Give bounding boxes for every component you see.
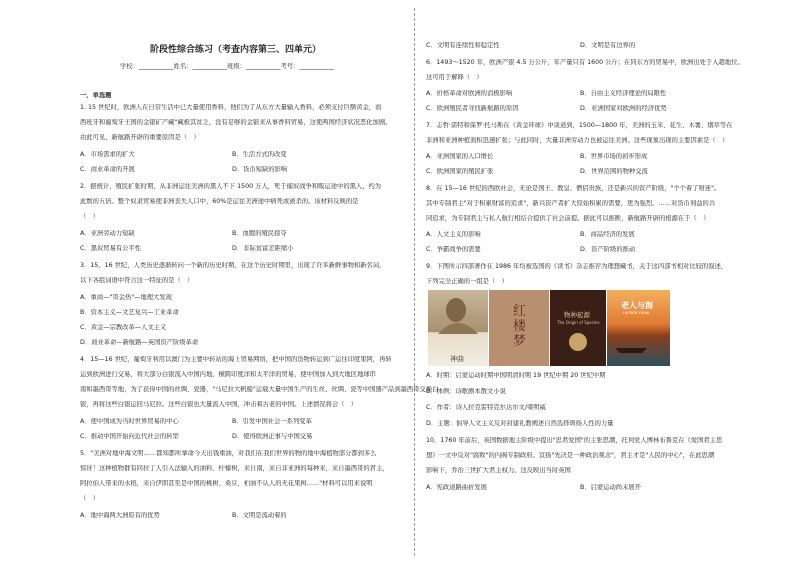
option: D．商业革命—新航路—英国资产阶级革命 [80,339,199,346]
question-2-line: （ ） [80,213,99,220]
book-title: 老人与海 [621,301,653,310]
question-10-line: 10．1760 年前后，英国数据地主阶级中提出"忠君爱国"的主张思潮，托利党人博林布鲁克在《爱国君主思 [426,437,723,444]
book-cover-dream-red-chamber [489,290,549,366]
book-covers [428,290,670,366]
question-6-line: 这可用于解释（ ） [426,74,483,81]
option: B．文明是流动着的 [232,512,287,519]
book-cover-old-man-and-sea [607,290,670,366]
option: C．黑奴贸易有公平性 [80,245,142,252]
option: C．商业革命的开展 [80,166,135,173]
option: D．世界范围的物种交流 [580,168,648,175]
question-7-line: 非洲和亚洲种植面积迅速扩张；与此同时，大量非洲劳动力也被运往美洲。这些现象出现的主要因素是（ ） [426,137,729,144]
question-8-line: 8．在 15—16 世纪的西欧社会，无论是国王、教皇、僧侣贵族，还是新兴的资产阶级，"个个着了财迷"。 [426,185,721,192]
option: A．亚洲劳动力短缺 [80,230,135,237]
option: A．亚洲国家的人口增长 [426,153,494,160]
question-1-line: 西班牙和葡萄牙王国的金银矿产藏"藏极其贫乏，没有足够的金银来从事香料贸易，这使两国经济状况恶化加剧。 [80,119,392,126]
option: D．货币短缺的影响 [232,166,288,173]
option: A．时期：启蒙运动时期中国明清时期 19 世纪中期 20 世纪中期 [426,372,606,379]
question-4-line: 4．15—16 世纪，葡萄牙利用以澳门为主要中转站的海上贸易网络，把中国的货物转运到广运往印度果阿，再转 [80,356,392,363]
question-9-line: 9．下图所示四部著作在 1986 年均被选国的《读书》杂志推荐为理想藏书，关于这四部书相对比较的叙述， [426,263,728,270]
question-7-line: 7．志哲·诺特和保罗·托马斯在《黄金环球》中谈道到，1500—1800 年，美洲的玉米、花生、木薯、烟草等在 [426,122,733,129]
question-10-line: 影响下，乔治三世扩大君主权力。这反映出当时英国 [426,467,571,474]
question-2-line: 2．据统计，殖民扩张时期，从非洲运往美洲的黑人不下 1500 万人，死于捕奴战争和贩运途中的黑人，约为 [80,183,382,190]
question-4-line: 银，再将这些白银运回马尼拉。这些白银也大量流入中国，冲击着古老的中国。上述情况将会（ ） [80,401,358,408]
option: C．推动中国开始向近代社会的转型 [80,433,179,440]
option: C．争霸战争的需要 [426,246,481,253]
option: C．作者：诗人拉克雷特克尔达尔文/梁明威 [426,404,546,411]
question-10-line: 想》一文中反对"腐败"的内阁专制政府。宣扬"先决是一种政治观念"，君主才是"人民的中心"，在此思潮 [426,452,715,459]
question-4-line: 运到欧洲进行交易，将大部分白银流入中国内地，横跨印度洋和太平洋的贸易，使中国加入到大地区地球串 [80,371,376,378]
option: D．主题：倡导人文主义反对封建礼教阐述自然选择颂扬人性的力量 [426,420,614,427]
option: A．地中海两大洲原有的优势 [80,512,160,519]
page-title: 阶段性综合练习（考查内容第三、四单元） [150,45,322,55]
question-8-line: 其中专制君主"对于积累财富的追求"，新兴资产者扩大原始积累的需要，更为强烈。……对货币利益的共 [426,200,716,207]
book-cover-origin-of-species [550,290,606,366]
option: B．世界市场的初步形成 [580,153,648,160]
question-6-line: 6．1493～1520 年，欧洲产银 4.5 万公斤，年产量只有 1600 公斤；在同东方的贸易中，欧洲出处于入超地位。 [426,59,744,66]
option: C．黄金—宗教改革—人文主义 [80,324,167,331]
book-title: 神曲 [450,355,464,363]
question-9-line: 下列完全正确的一组是（ ） [426,278,508,285]
option: B．商品经济的发展 [580,231,635,238]
book-cover-divine-comedy [428,290,488,366]
option: C．文明有连续性和稳定性 [426,42,500,49]
book-title: 红楼梦 [513,304,527,349]
book-title: 物种起源 [564,311,590,319]
question-3-line: 以下各组词语中符合这一特征的是（ ） [80,277,194,284]
question-2-line: 此数的五倍。整个奴隶贸易使非洲丧失人口中，60%是运往美洲途中病死或被杀的。该材料反映的是 [80,198,359,205]
question-1-line: 1. 15 世纪时，欧洲人在日常生活中已大量使用香料，他们为了从东方大量输入香料，必须支付巨额黄金，而 [80,104,382,111]
option: D．文明是有边界的 [580,42,636,49]
option: A．使中国成为当时世界贸易的中心 [80,418,179,425]
option: B．生活方式的改变 [232,151,287,158]
option: D．资产阶级的推动 [580,246,636,253]
option: C．欧洲殖民者寻找新航路的原因 [426,105,519,112]
column-divider [414,8,415,556]
option: A．市场需求的扩大 [80,151,135,158]
option: B．引发中国社会一系列变革 [232,418,312,425]
option: C．欧洲国家的殖民扩张 [426,168,494,175]
option: A．宪政道路曲折发展 [426,484,487,491]
question-1-line: 由此可见，新航路开辟的重要原因是（ ） [80,134,200,141]
option: A．价格革命对欧洲的消极影响 [426,90,513,97]
question-4-line: 南和墨西哥等地，为了获得中国的丝绸、瓷器，"马尼拉大帆船"运载大量中国生产的生丝、丝绸、瓷等中国器产品到墨西哥交换白 [80,386,439,393]
question-3-line: 3．15、16 世纪，人类历史逐渐转向一个新的历史时期，在这个历史时期里，出现了许多新鲜事物和新名词， [80,262,386,269]
student-info-line: 学校：___________姓名：___________班级：___________考号：___________ [120,63,335,70]
question-5-line: 惊讶！这种植物群有同拉丁人引入法输入的油料、柠檬树，来自南，来自非亚洲的每种来，来自墨西哥的君主， [80,465,389,472]
option: D．亚洲国家对欧洲的经济优势 [580,105,667,112]
option: A．重商—"哥金热"—地理大发现 [80,294,172,301]
option: B．自由主义经济理论的局限性 [580,90,667,97]
option: D．使得欧洲正事与中国交易 [232,433,313,440]
question-5-line: （ ） [80,495,99,502]
option: B．资本主义—文艺复兴—工业革命 [80,309,179,316]
book-subtitle: The Origin of Species [557,320,600,325]
option: A．人文主义的影响 [426,231,481,238]
option: D．非际贫富差距缩小 [232,245,294,252]
option: B．启蒙运动尚未展开 [580,484,641,491]
option: B．血腥的殖民掠夺 [232,230,287,237]
question-5-line: 阿拉伯人带来的水稻，来自伊朗甚至是中国的桃树、桑豆，柏油不认人的无花果树……"材料可以用来说明 [80,480,373,487]
section-heading: 一、单选题 [80,92,112,99]
question-5-line: 5．"美洲对地中海文明……都知都所拿命今天出钱重油，对我们在我们世界的物的地中海植物部分都到多么 [80,450,377,457]
question-8-line: 同追求，为专制君主与私人航行相结合提供了社会前提。据此可以推断，新航路开辟的根源在于（ ） [426,215,710,222]
option: B．体例：诗歌剧本散文小说 [426,388,506,395]
book-subtitle: LAOREN YUHAI [623,311,650,315]
